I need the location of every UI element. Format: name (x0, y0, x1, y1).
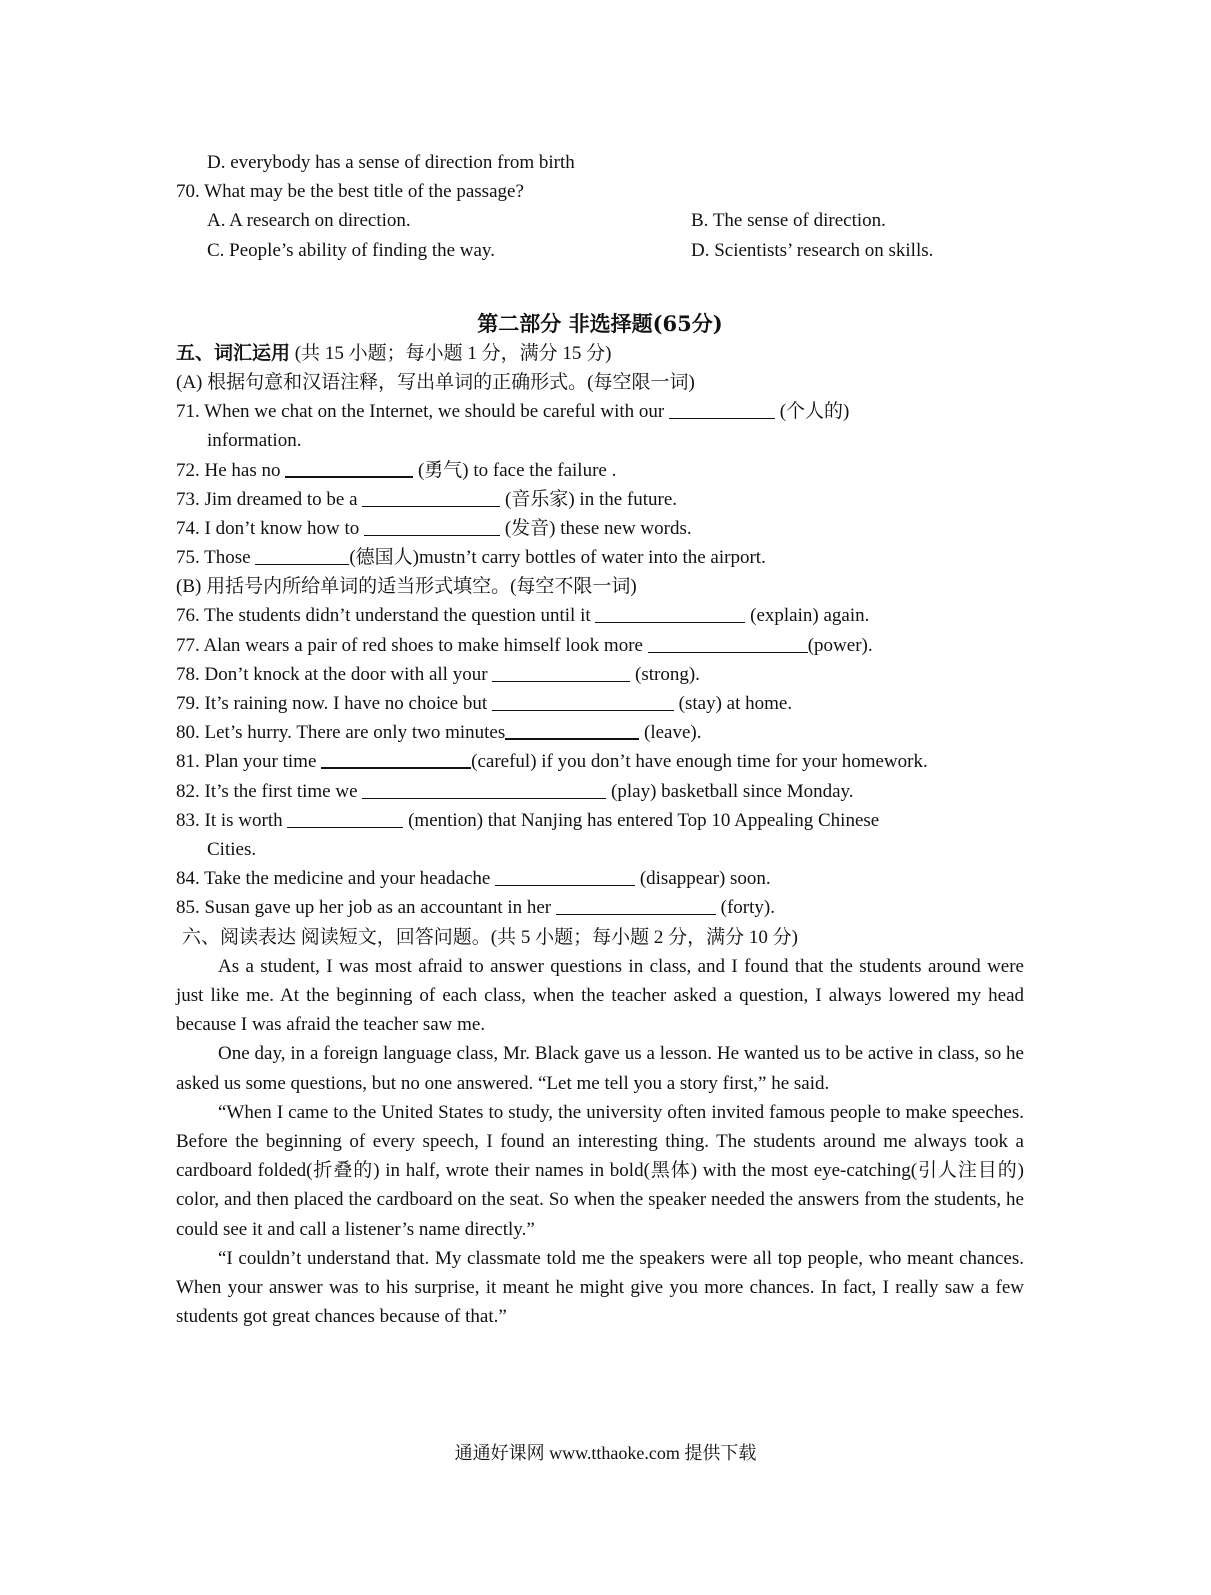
q70-options-row-2 (176, 236, 1024, 265)
item-75 (176, 543, 1024, 572)
item-77-blank[interactable] (648, 632, 808, 653)
item-75-blank[interactable] (255, 544, 349, 565)
item-72-blank[interactable] (285, 456, 413, 478)
item-81-blank[interactable] (321, 747, 471, 769)
item-71-post: (个人的) (774, 401, 850, 423)
item-77 (176, 631, 1024, 660)
q70-question: 70. What may be the best title of the passage? (176, 181, 524, 203)
item-75-post: (德国人)mustn’t carry bottles of water into the airport. (349, 547, 766, 569)
item-74-pre: 74. I don’t know how to (176, 517, 365, 539)
q70-option-c: C. People’s ability of finding the way. (207, 239, 495, 261)
item-73-post: (音乐家) in the future. (500, 488, 678, 510)
part-b-instruction: (B) 用括号内所给单词的适当形式填空。(每空不限一词) (176, 576, 637, 598)
item-79-pre: 79. It’s raining now. I have no choice but (176, 693, 492, 714)
item-75-pre: 75. Those (176, 547, 256, 569)
item-84-blank[interactable] (495, 865, 635, 886)
item-72-post: (勇气) to face the failure . (413, 459, 617, 481)
passage-paragraph-3: “When I came to the United States to study, the university often invited famous people to make speeches. Before the beginning of every speech, I found an interesting thing. The students around me always took a cardboard folded(折叠的) in half, wrote their names in bold(黑体) with the most eye-catching(引人注目的) color, and then placed the cardboard on the seat. So when the speaker needed the answers from the students, he could see it and call a listener’s name directly.” (176, 1101, 1024, 1240)
passage-paragraph-4: “I couldn’t understand that. My classmate told me the speakers were all top people, who meant chances. When your answer was to his surprise, it meant he might give you more chances. In fact, I really saw a few students got great chances because of that.” (176, 1247, 1024, 1328)
item-77-post: (power). (807, 634, 873, 656)
item-78-pre: 78. Don’t knock at the door with all your (176, 663, 493, 685)
footer-watermark: 通通好课网 www.tthaoke.com 提供下载 (454, 1443, 757, 1463)
item-76-blank[interactable] (595, 602, 745, 623)
item-82-blank[interactable] (362, 778, 606, 799)
part-two-title: 第二部分 非选择题(65分) (477, 310, 723, 336)
item-74 (176, 514, 1024, 543)
item-74-blank[interactable] (364, 515, 500, 536)
item-71-pre: 71. When we chat on the Internet, we should be careful with our (176, 401, 669, 423)
item-83-post: (mention) that Nanjing has entered Top 10 Appealing Chinese (403, 809, 880, 831)
item-84-pre: 84. Take the medicine and your headache (176, 868, 496, 890)
item-83-blank[interactable] (287, 807, 403, 828)
part-a-instruction: (A) 根据句意和汉语注释，写出单词的正确形式。(每空限一词) (176, 371, 695, 393)
item-72 (176, 456, 1024, 485)
item-71-continued: information. (207, 430, 302, 452)
item-78-blank[interactable] (492, 661, 630, 682)
item-71-blank[interactable] (669, 398, 775, 419)
item-79 (176, 689, 1024, 718)
item-83-continued: Cities. (207, 838, 257, 860)
exam-page (176, 148, 1024, 1331)
item-81-post: (careful) if you don’t have enough time for your homework. (471, 751, 928, 773)
item-84-post: (disappear) soon. (635, 868, 771, 890)
q70-options-row-1 (176, 206, 1024, 235)
item-80-pre: 80. Let’s hurry. There are only two minutes (176, 722, 506, 744)
item-76-post: (explain) again. (745, 605, 870, 627)
item-79-blank[interactable] (492, 690, 674, 711)
item-81-pre: 81. Plan your time (176, 751, 322, 773)
item-73-pre: 73. Jim dreamed to be a (176, 488, 363, 510)
section6-title: 六、阅读表达 阅读短文，回答问题。(共 5 小题；每小题 2 分，满分 10 分) (182, 926, 798, 948)
item-85 (176, 893, 1024, 922)
item-73-blank[interactable] (362, 486, 500, 507)
item-84 (176, 864, 1024, 893)
item-80 (176, 718, 1024, 747)
item-78 (176, 660, 1024, 689)
item-83 (176, 806, 1024, 835)
item-81 (176, 747, 1024, 776)
item-72-pre: 72. He has no (176, 459, 286, 481)
item-76-pre: 76. The students didn’t understand the question until it (176, 605, 596, 627)
passage-paragraph-1: As a student, I was most afraid to answer questions in class, and I found that the students around were just like me. At the beginning of each class, when the teacher asked a question, I always lowered my head because I was afraid the teacher saw me. (176, 955, 1024, 1036)
item-85-pre: 85. Susan gave up her job as an accountant in her (176, 897, 556, 919)
item-80-blank[interactable] (505, 718, 639, 740)
item-80-post: (leave). (639, 722, 702, 744)
item-79-post: (stay) at home. (673, 693, 793, 714)
q70-option-d: D. Scientists’ research on skills. (691, 239, 934, 261)
item-74-post: (发音) these new words. (500, 517, 692, 539)
item-71 (176, 397, 1024, 426)
q70-option-a: A. A research on direction. (207, 210, 411, 232)
passage-paragraph-2: One day, in a foreign language class, Mr. Black gave us a lesson. He wanted us to be active in class, so he asked us some questions, but no one answered. “Let me tell you a story first,” he said. (176, 1043, 1024, 1094)
section5-title (176, 339, 1024, 368)
item-85-post: (forty). (715, 897, 775, 919)
item-82 (176, 777, 1024, 806)
item-85-blank[interactable] (556, 894, 716, 915)
item-83-pre: 83. It is worth (176, 809, 288, 831)
item-78-post: (strong). (630, 663, 700, 685)
item-82-post: (play) basketball since Monday. (606, 780, 854, 802)
section5-title-rest: (共 15 小题；每小题 1 分，满分 15 分) (290, 342, 612, 364)
item-76 (176, 601, 1024, 630)
q69-option-d: D. everybody has a sense of direction from birth (207, 152, 575, 173)
item-77-pre: 77. Alan wears a pair of red shoes to make himself look more (176, 634, 648, 656)
section5-title-bold: 五、词汇运用 (176, 341, 291, 364)
item-82-pre: 82. It’s the first time we (176, 780, 363, 802)
item-73 (176, 485, 1024, 514)
q70-option-b: B. The sense of direction. (691, 210, 886, 232)
